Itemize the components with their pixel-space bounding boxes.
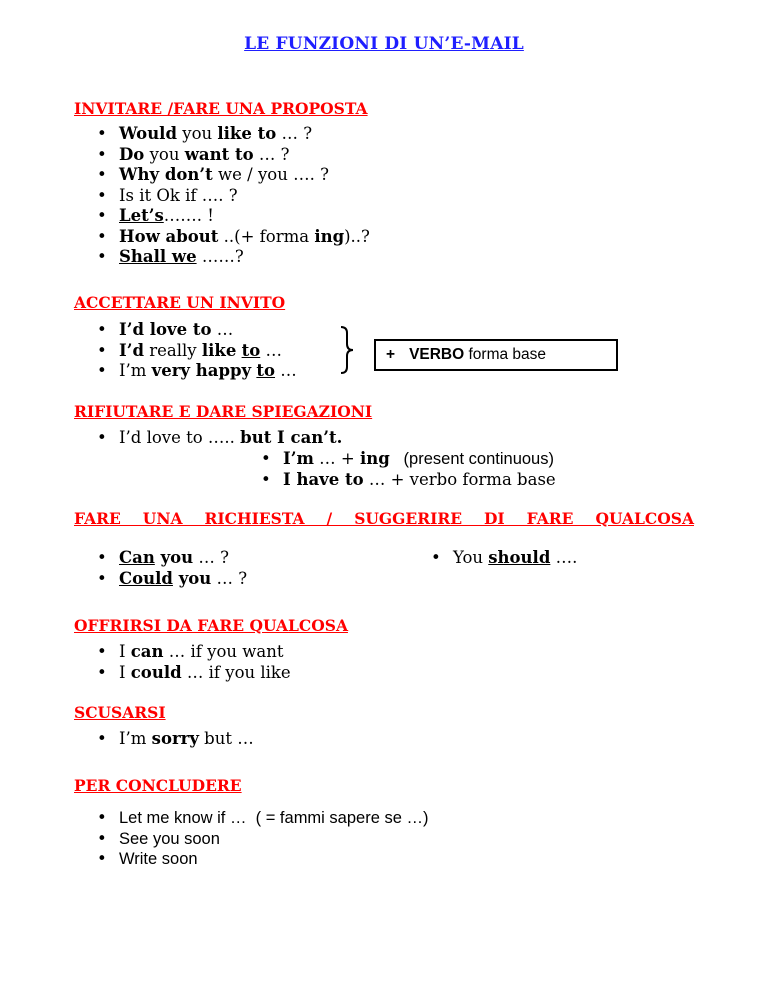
list-item: • Could you … ? (119, 569, 247, 590)
list-item: • I could … if you like (119, 663, 291, 684)
scusarsi-list (119, 729, 254, 750)
richiesta-right-list (453, 548, 577, 569)
list-item: • I’d really like to … (119, 341, 297, 362)
list-item: • I can … if you want (119, 642, 291, 663)
list-item: • Would you like to … ? (119, 124, 370, 145)
heading-concludere: PER CONCLUDERE (74, 776, 242, 795)
list-item: • I’m … + ing (present continuous) (283, 449, 556, 470)
list-item: • Write soon (119, 849, 428, 870)
heading-rifiutare: RIFIUTARE E DARE SPIEGAZIONI (74, 402, 373, 421)
list-item: • See you soon (119, 829, 428, 850)
list-item: • How about ..(+ forma ing)..? (119, 227, 370, 248)
curly-brace-icon (330, 325, 360, 375)
list-item: • Let me know if … ( = fammi sapere se …) (119, 808, 428, 829)
list-item: • I’d love to ….. but I can’t. (119, 428, 342, 449)
list-item: • I’d love to … (119, 320, 297, 341)
invitare-list (119, 124, 370, 268)
heading-accettare: ACCETTARE UN INVITO (74, 293, 286, 312)
heading-richiesta: FARE UNA RICHIESTA / SUGGERIRE DI FARE QUALCOSA (74, 509, 694, 528)
list-item: • Shall we ……? (119, 247, 370, 268)
heading-scusarsi: SCUSARSI (74, 703, 166, 722)
accettare-list (119, 320, 297, 382)
rifiutare-sublist (283, 449, 556, 490)
list-item: • You should …. (453, 548, 577, 569)
heading-offrirsi: OFFRIRSI DA FARE QUALCOSA (74, 616, 348, 635)
richiesta-list (119, 548, 247, 589)
list-item: • Let’s……. ! (119, 206, 370, 227)
page-title: LE FUNZIONI DI UN’E-MAIL (244, 34, 524, 54)
offrirsi-list (119, 642, 291, 683)
list-item: • Can you … ? (119, 548, 247, 569)
list-item: • Is it Ok if …. ? (119, 186, 370, 207)
list-item: • I have to … + verbo forma base (283, 470, 556, 491)
list-item: • I’m very happy to … (119, 361, 297, 382)
list-item: • I’m sorry but … (119, 729, 254, 750)
list-item: • Do you want to … ? (119, 145, 370, 166)
heading-invitare: INVITARE /FARE UNA PROPOSTA (74, 99, 368, 118)
rifiutare-list (119, 428, 342, 449)
verbo-forma-base-box: + VERBO forma base (374, 339, 618, 371)
list-item: • Why don’t we / you …. ? (119, 165, 370, 186)
concludere-list (119, 808, 428, 870)
